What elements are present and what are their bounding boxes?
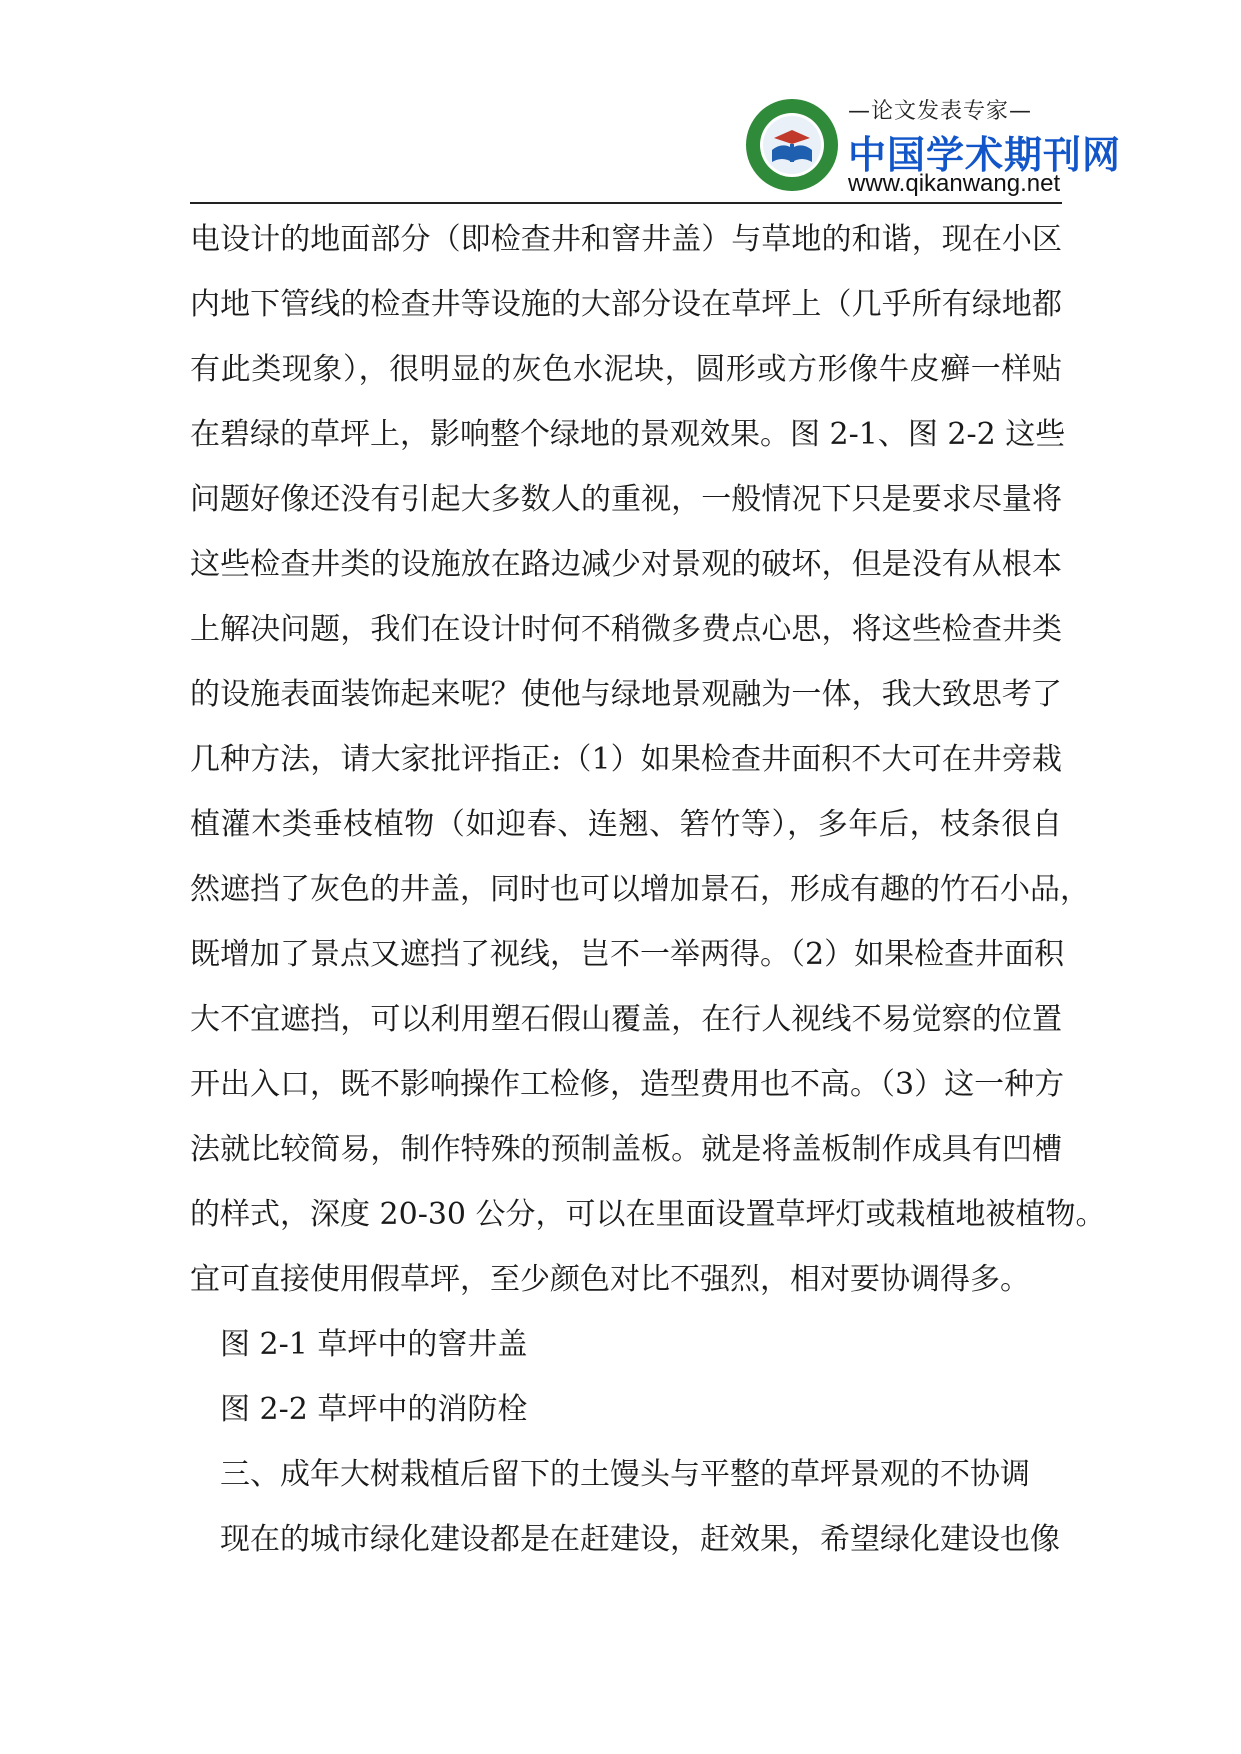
logo-url[interactable]: www.qikanwang.net [848,170,1061,197]
body-line: 开出入口，既不影响操作工检修，造型费用也不高。（3）这一种方 [190,1067,1065,1102]
body-line: 宜可直接使用假草坪，至少颜色对比不强烈，相对要协调得多。 [190,1262,1030,1297]
body-line: 既增加了景点又遮挡了视线，岂不一举两得。（2）如果检查井面积 [190,937,1065,972]
body-line: 大不宜遮挡，可以利用塑石假山覆盖，在行人视线不易觉察的位置 [190,1002,1062,1037]
body-line: 的设施表面装饰起来呢？使他与绿地景观融为一体，我大致思考了 [190,677,1062,712]
body-line: 的样式，深度 20-30 公分，可以在里面设置草坪灯或栽植地被植物。 [190,1197,1106,1232]
logo-brand-name: 中国学术期刊网 [848,133,1122,177]
logo-tagline: —论文发表专家— [848,99,1033,124]
body-line: 在碧绿的草坪上，影响整个绿地的景观效果。图 2-1、图 2-2 这些 [190,417,1066,452]
body-line: 问题好像还没有引起大多数人的重视，一般情况下只是要求尽量将 [190,482,1062,517]
qikanwang-logo[interactable] [744,90,1122,200]
body-line: 电设计的地面部分（即检查井和窨井盖）与草地的和谐，现在小区 [190,222,1062,257]
body-line: 然遮挡了灰色的井盖，同时也可以增加景石，形成有趣的竹石小品， [190,872,1090,907]
body-line: 现在的城市绿化建设都是在赶建设，赶效果，希望绿化建设也像 [220,1522,1060,1557]
body-line: 内地下管线的检查井等设施的大部分设在草坪上（几乎所有绿地都 [190,287,1062,322]
section-heading: 三、成年大树栽植后留下的土馒头与平整的草坪景观的不协调 [220,1457,1030,1492]
body-line: 植灌木类垂枝植物（如迎春、连翘、箬竹等），多年后，枝条很自 [190,807,1062,842]
article-body [190,215,1106,1580]
figure-caption: 图 2-1 草坪中的窨井盖 [220,1327,528,1362]
seal-emblem-icon [744,90,840,200]
figure-caption: 图 2-2 草坪中的消防栓 [220,1392,528,1427]
body-line: 几种方法，请大家批评指正:（1）如果检查井面积不大可在井旁栽 [190,742,1062,777]
header-rule [190,202,1062,204]
body-line: 这些检查井类的设施放在路边减少对景观的破坏，但是没有从根本 [190,547,1062,582]
body-line: 上解决问题，我们在设计时何不稍微多费点心思，将这些检查井类 [190,612,1062,647]
page-header [0,0,1241,205]
body-line: 有此类现象），很明显的灰色水泥块，圆形或方形像牛皮癣一样贴 [190,352,1062,387]
body-line: 法就比较简易，制作特殊的预制盖板。就是将盖板制作成具有凹槽 [190,1132,1062,1167]
